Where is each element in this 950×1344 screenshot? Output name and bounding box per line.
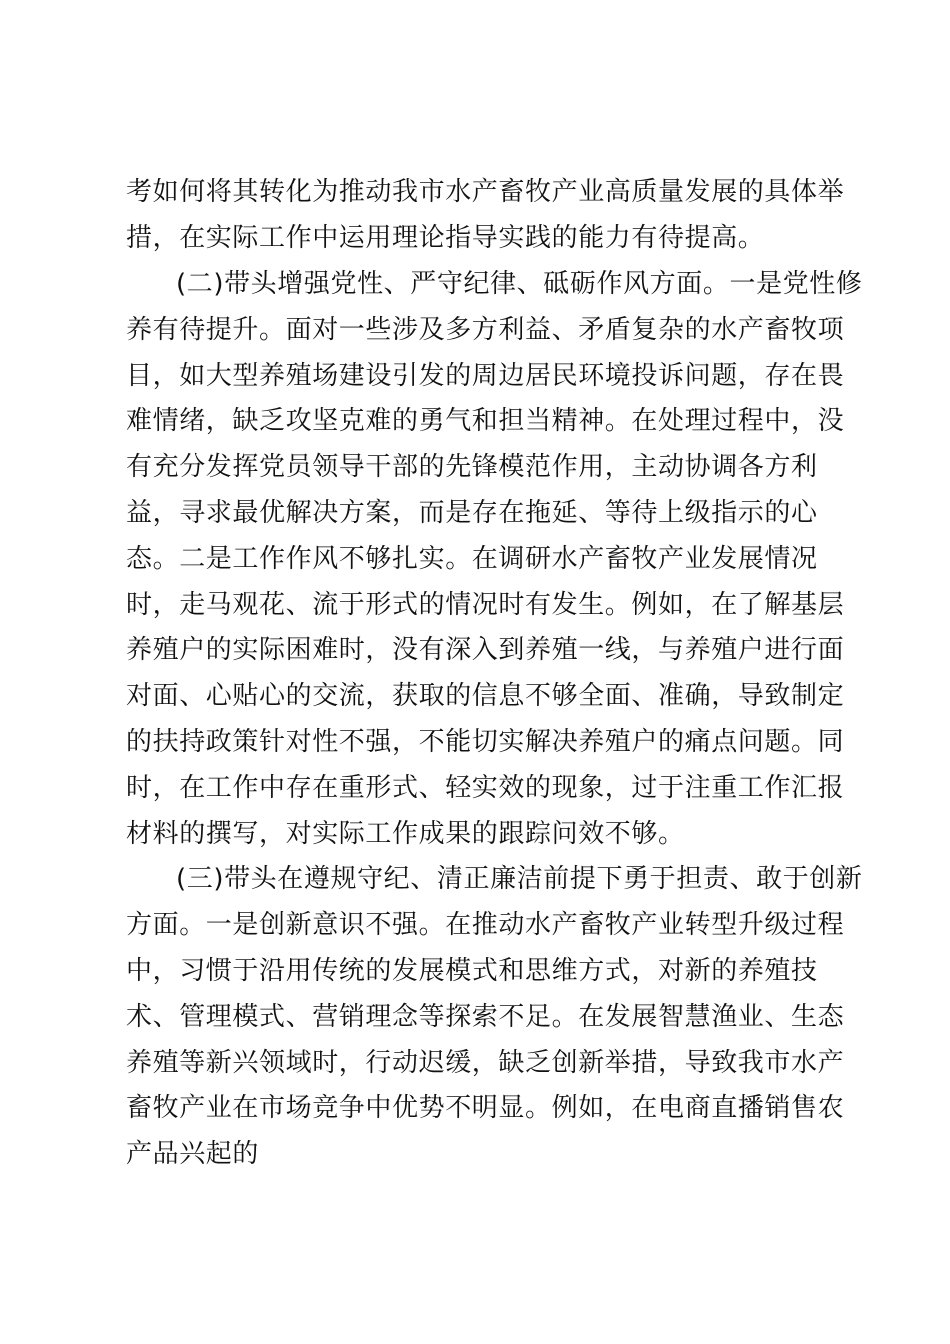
text-line-14: 时，在工作中存在重形式、轻实效的现象，过于注重工作汇报: [126, 773, 845, 803]
text-line-12: 对面、心贴心的交流，获取的信息不够全面、准确，导致制定: [126, 681, 845, 711]
text-line-11: 养殖户的实际困难时，没有深入到养殖一线，与养殖户进行面: [126, 635, 845, 665]
text-line-13: 的扶持政策针对性不强，不能切实解决养殖户的痛点问题。同: [126, 727, 845, 757]
text-line-8: 益，寻求最优解决方案，而是存在拖延、等待上级指示的心: [126, 498, 818, 528]
text-line-19: 术、管理模式、营销理念等探索不足。在发展智慧渔业、生态: [126, 1002, 845, 1032]
text-line-2: 措，在实际工作中运用理论指导实践的能力有待提高。: [126, 223, 765, 253]
text-line-9: 态。二是工作作风不够扎实。在调研水产畜牧产业发展情况: [126, 544, 818, 574]
section-heading-2: (二)带头增强党性、严守纪律、砥砺作风方面。一是党性修: [176, 269, 863, 299]
text-line-6: 难情绪，缺乏攻坚克难的勇气和担当精神。在处理过程中，没: [126, 406, 845, 436]
text-line-21: 畜牧产业在市场竞争中优势不明显。例如，在电商直播销售农: [126, 1093, 845, 1123]
section-heading-3: (三)带头在遵规守纪、清正廉洁前提下勇于担责、敢于创新: [176, 864, 863, 894]
text-line-17: 方面。一是创新意识不强。在推动水产畜牧产业转型升级过程: [126, 910, 845, 940]
text-line-5: 目，如大型养殖场建设引发的周边居民环境投诉问题，存在畏: [126, 361, 845, 391]
text-line-15: 材料的撰写，对实际工作成果的跟踪问效不够。: [126, 819, 685, 849]
text-line-20: 养殖等新兴领域时，行动迟缓，缺乏创新举措，导致我市水产: [126, 1048, 845, 1078]
text-line-22: 产品兴起的: [126, 1139, 260, 1169]
text-line-18: 中，习惯于沿用传统的发展模式和思维方式，对新的养殖技: [126, 956, 818, 986]
text-line-7: 有充分发挥党员领导干部的先锋模范作用，主动协调各方利: [126, 452, 818, 482]
text-line-4: 养有待提升。面对一些涉及多方利益、矛盾复杂的水产畜牧项: [126, 315, 845, 345]
text-line-1: 考如何将其转化为推动我市水产畜牧产业高质量发展的具体举: [126, 177, 845, 207]
text-line-10: 时，走马观花、流于形式的情况时有发生。例如，在了解基层: [126, 590, 845, 620]
